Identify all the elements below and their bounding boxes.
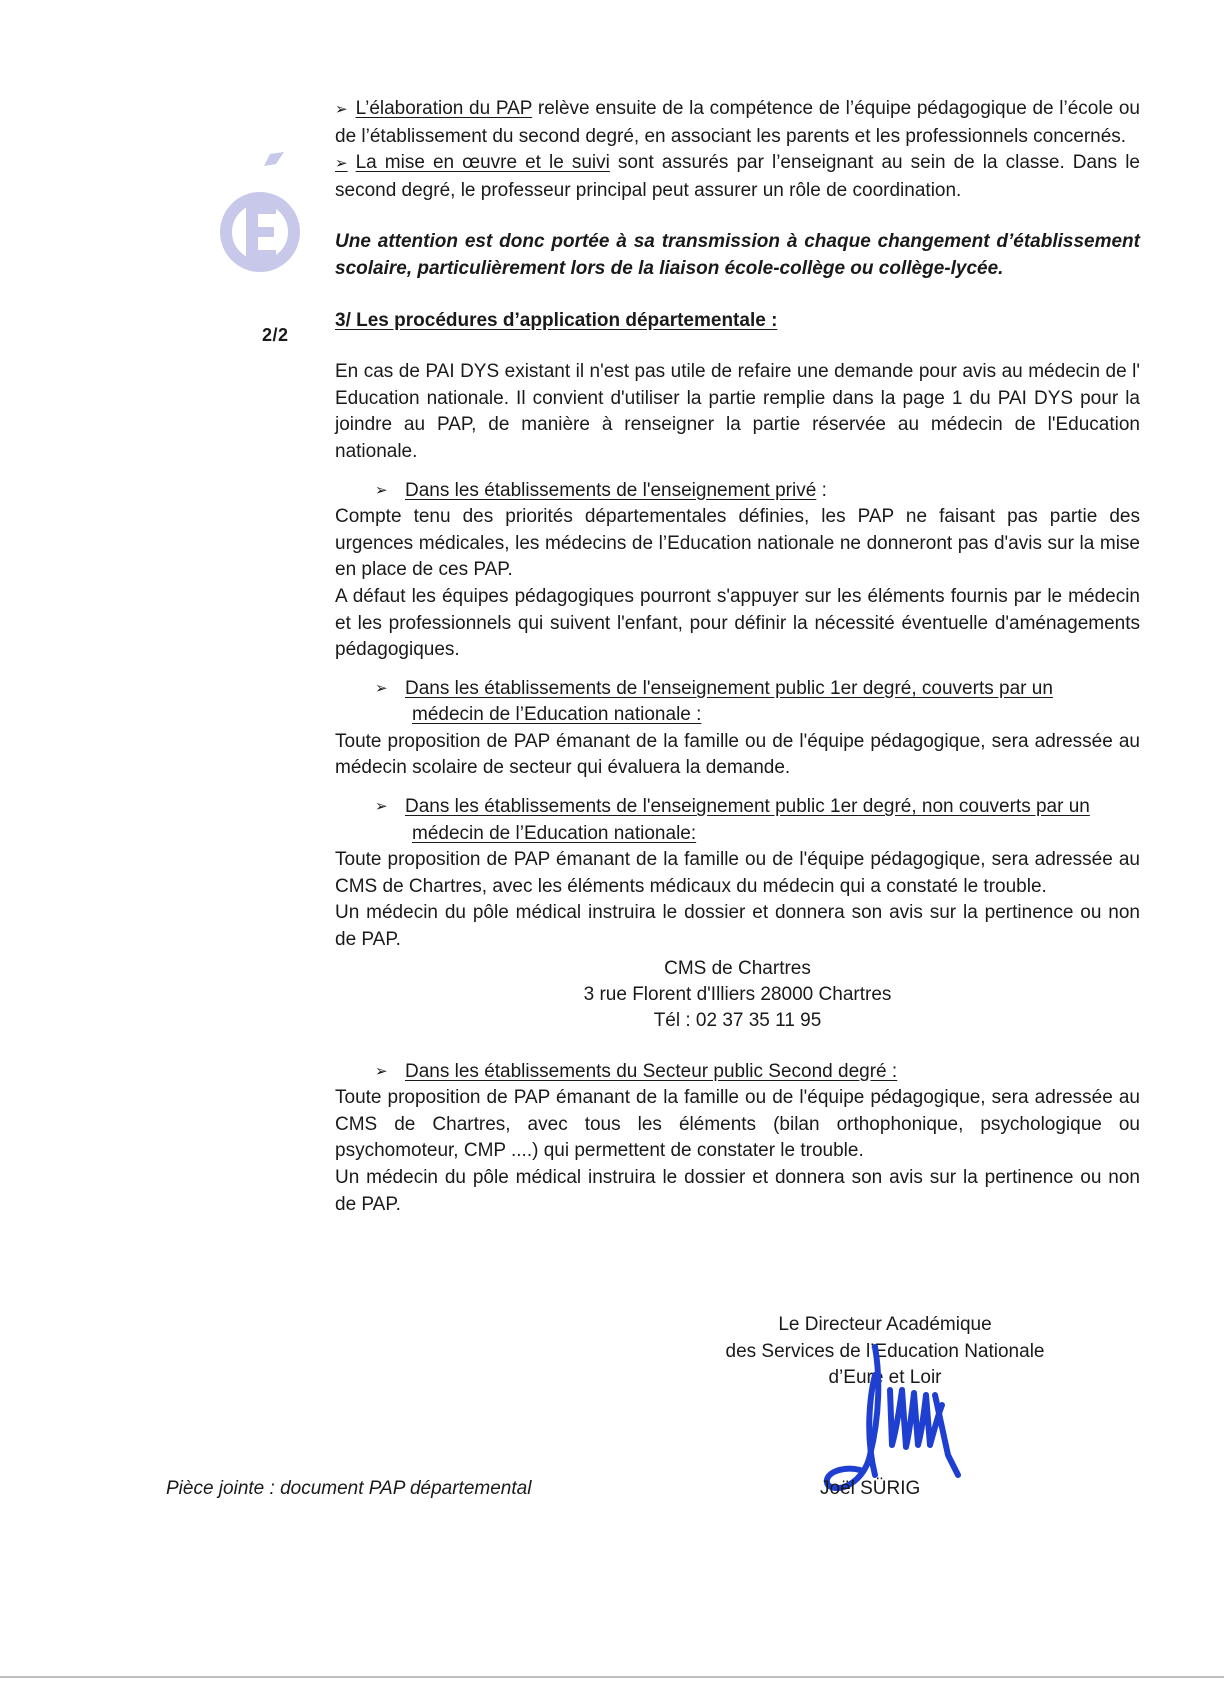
signer-title-line3: d’Eure et Loir [828, 1367, 942, 1389]
private-heading-colon: : [816, 479, 827, 501]
attachment-note: Pièce jointe : document PAP départemental [166, 1478, 532, 1499]
cms-name: CMS de Chartres [664, 957, 811, 979]
private-paragraph-2: A défaut les équipes pédagogiques pourront s'appuyer sur les éléments fournis par le médecin et les professionnels qui suivent l'enfant, pour définir la nécessité éventuelle d'aménagements pédagogiques. [335, 585, 1140, 661]
public-covered-heading [335, 676, 1140, 729]
public-not-covered-heading-line1: Dans les établissements de l'enseignement public 1er degré, non couverts par un [405, 796, 1090, 818]
secondary-paragraph-1: Toute proposition de PAP émanant de la famille ou de l'équipe pédagogique, sera adressée au CMS de Chartres, avec tous les éléments (bilan orthophonique, psychologique ou psychomoteur, CMP ....) qui permettent de constater le trouble. [335, 1087, 1140, 1162]
paragraph-elaboration [335, 96, 1140, 150]
mise-en-oeuvre-label: La mise en œuvre et le suivi [355, 152, 610, 174]
cms-phone: Tél : 02 37 35 11 95 [653, 1009, 822, 1031]
emphasis-paragraph: Une attention est donc portée à sa transmission à chaque changement d’établissement scolaire, particulièrement lors de la liaison école-collège ou collège-lycée. [335, 231, 1140, 279]
arrow-bullet-icon: ➢ [375, 798, 388, 816]
signer-title-line1: Le Directeur Académique [778, 1314, 992, 1335]
cms-street: 3 rue Florent d'Illiers 28000 Chartres [583, 983, 892, 1005]
secondary-paragraph-2: Un médecin du pôle médical instruira le dossier et donnera son avis sur la pertinence ou non de PAP. [335, 1167, 1140, 1215]
private-paragraph-1: Compte tenu des priorités départementales définies, les PAP ne faisant pas partie des urgences médicales, les médecins de l’Education nationale ne donneront pas d'avis sur la mise en place de ces PAP. [335, 506, 1140, 581]
secondary-heading [335, 1059, 1140, 1086]
private-heading [335, 478, 1140, 505]
public-covered-heading-line1: Dans les établissements de l'enseignement public 1er degré, couverts par un [405, 677, 1053, 699]
public-not-covered-heading [335, 794, 1140, 847]
elaboration-label: L’élaboration du PAP [355, 98, 533, 119]
secondary-heading-text: Dans les établissements du Secteur public Second degré : [405, 1060, 898, 1082]
elaboration-text: relève ensuite de la compétence de l’équipe pédagogique de l’école ou de l’établissement du second degré, en associant les parents et les professionnels concernés. [335, 98, 1141, 147]
public-covered-paragraph: Toute proposition de PAP émanant de la famille ou de l'équipe pédagogique, sera adressée au médecin scolaire de secteur qui évaluera la demande. [335, 730, 1140, 779]
arrow-bullet-icon: ➢ [375, 481, 388, 499]
public-not-covered-heading-line2: médecin de l’Education nationale: [412, 822, 697, 844]
arrow-bullet-icon: ➢ [375, 1062, 388, 1080]
page-number: 2/2 [262, 325, 289, 345]
section-heading: 3/ Les procédures d’application départementale : [335, 309, 778, 331]
section-intro: En cas de PAI DYS existant il n'est pas utile de refaire une demande pour avis au médecin de l' Education nationale. Il convient d'utiliser la partie remplie dans la page 1 du PAI DYS pour la joindre au PAP, de manière à renseigner la partie réservée au médecin de l'Education nationale. [335, 361, 1140, 462]
mise-en-oeuvre-text: sont assurés par l’enseignant au sein de la classe. Dans le second degré, le professeur principal peut assurer un rôle de coordination. [335, 152, 1140, 201]
public-not-covered-paragraph-1: Toute proposition de PAP émanant de la famille ou de l'équipe pédagogique, sera adressée au CMS de Chartres, avec les éléments médicaux du médecin qui a constaté le trouble. [335, 849, 1140, 897]
public-covered-heading-line2: médecin de l’Education nationale : [412, 704, 702, 726]
arrow-bullet-icon: ➢ [375, 679, 388, 697]
document-body [335, 96, 1140, 1218]
paragraph-mise-en-oeuvre [335, 150, 1140, 204]
arrow-bullet-icon: ➢ [335, 155, 348, 173]
signer-name: Joël SÜRIG [820, 1478, 921, 1499]
ministry-logo-icon [218, 152, 326, 287]
arrow-bullet-icon: ➢ [335, 101, 348, 118]
private-heading-text: Dans les établissements de l'enseignement privé [405, 479, 817, 501]
signer-title-line2: des Services de l’Education Nationale [725, 1340, 1045, 1362]
public-not-covered-paragraph-2: Un médecin du pôle médical instruira le dossier et donnera son avis sur la pertinence ou non de PAP. [335, 902, 1140, 951]
page-edge-divider [0, 1676, 1224, 1678]
cms-address-block [335, 956, 1140, 1034]
